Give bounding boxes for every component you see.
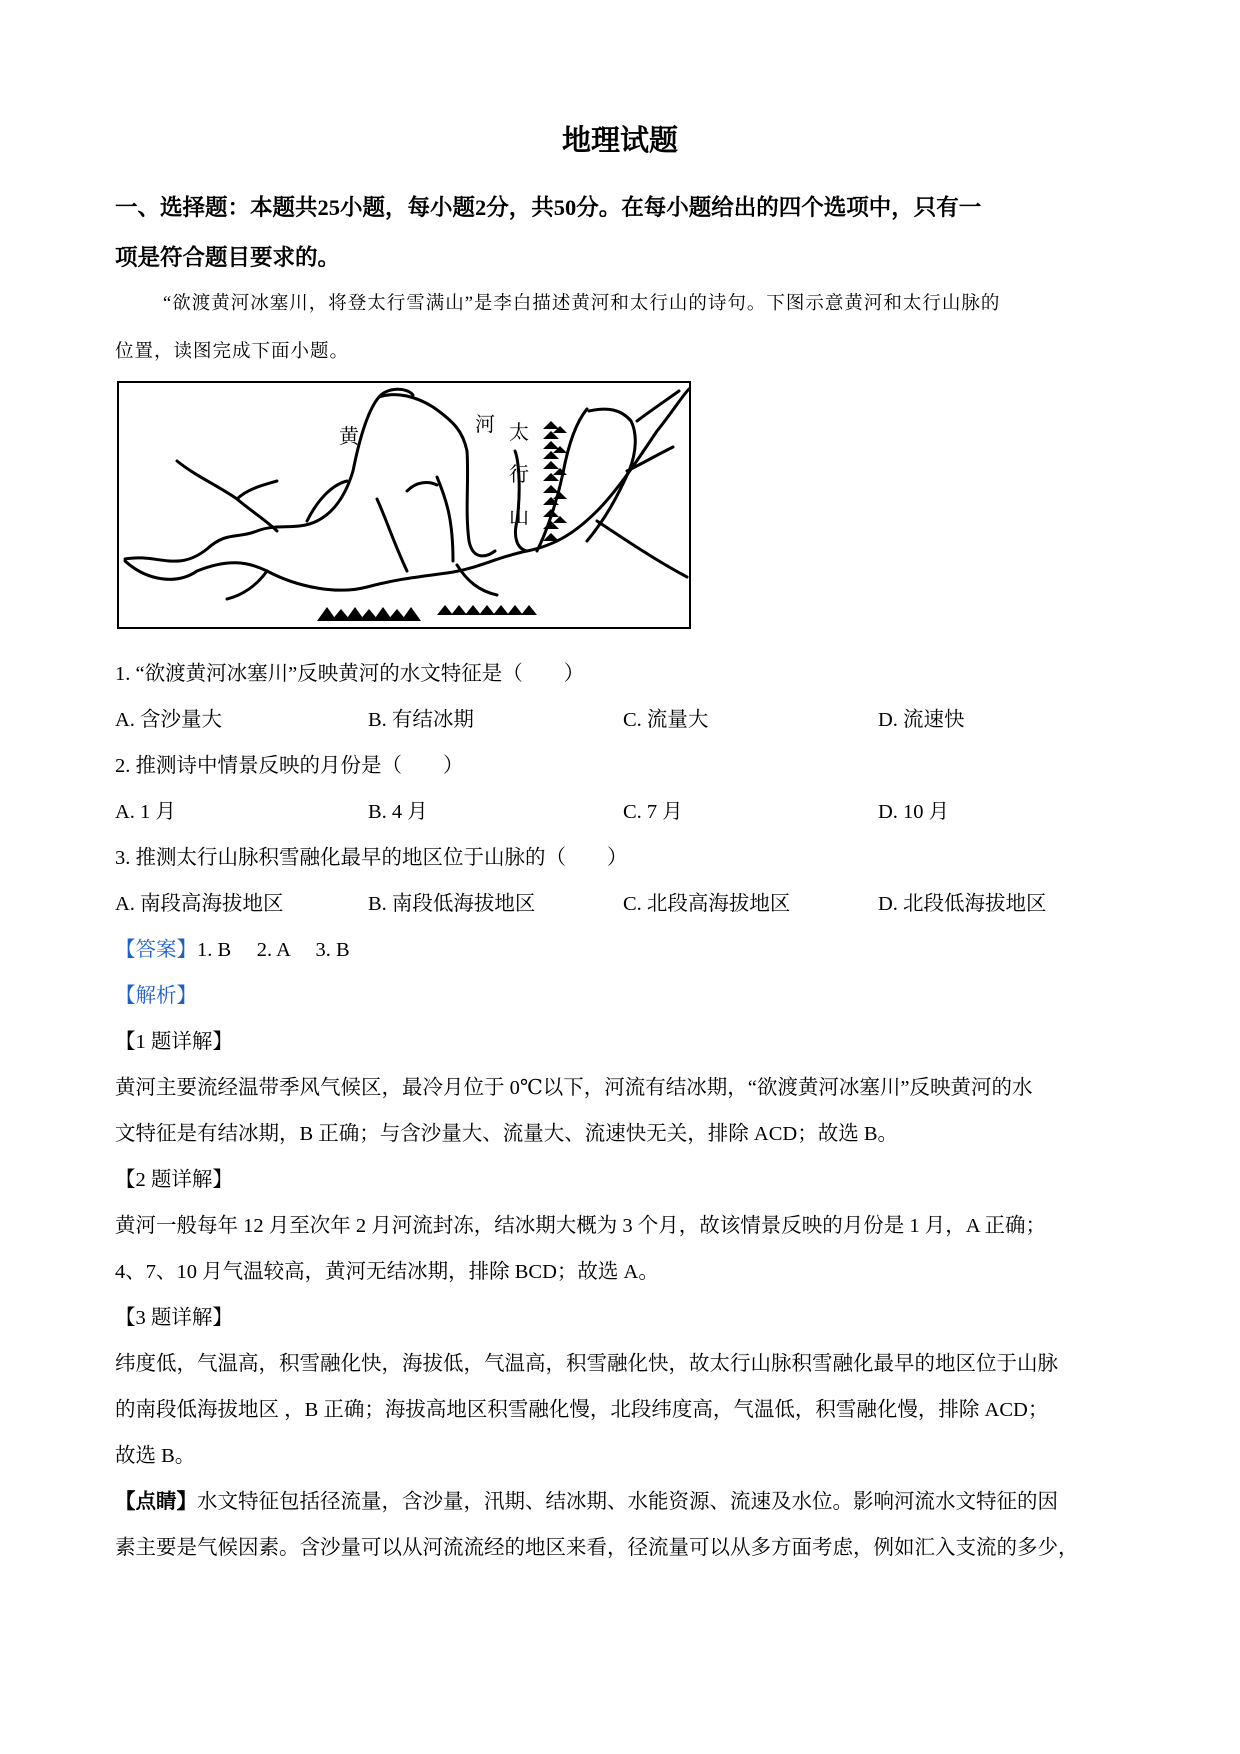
detail-1-line2: 文特征是有结冰期，B 正确；与含沙量大、流量大、流速快无关，排除 ACD；故选 B。 [115,1123,899,1145]
detail-3-heading: 【3 题详解】 [115,1307,233,1329]
answer-line [115,932,350,962]
tip-line1 [115,1484,1058,1514]
question-3-option-d: D. 北段低海拔地区 [878,893,1047,915]
question-2-option-b: B. 4 月 [368,801,428,823]
map-label-shan: 山 [509,504,529,528]
question-2-option-d: D. 10 月 [878,801,950,823]
detail-2-line2: 4、7、10 月气温较高，黄河无结冰期，排除 BCD；故选 A。 [115,1261,659,1283]
question-2-option-a: A. 1 月 [115,801,176,823]
question-1-option-d: D. 流速快 [878,709,965,731]
question-1-stem: 1. “欲渡黄河冰塞川”反映黄河的水文特征是（ ） [115,663,585,685]
yellow-river-taihang-map [117,381,691,629]
answer-text: 1. B 2. A 3. B [197,939,350,961]
question-1-option-a: A. 含沙量大 [115,709,223,731]
intro-line1: “欲渡黄河冰塞川，将登太行雪满山”是李白描述黄河和太行山的诗句。下图示意黄河和太行山脉的 [163,294,1001,314]
analysis-label: 【解析】 [115,985,197,1007]
intro-line2: 位置，读图完成下面小题。 [115,342,350,362]
question-2-option-c: C. 7 月 [623,801,683,823]
detail-1-heading: 【1 题详解】 [115,1031,233,1053]
detail-1-line1: 黄河主要流经温带季风气候区，最冷月位于 0℃以下，河流有结冰期，“欲渡黄河冰塞川”反映黄河的水 [115,1077,1033,1099]
question-3-stem: 3. 推测太行山脉积雪融化最早的地区位于山脉的（ ） [115,847,628,869]
detail-2-heading: 【2 题详解】 [115,1169,233,1191]
detail-3-line2: 的南段低海拔地区 ，B 正确；海拔高地区积雪融化慢，北段纬度高，气温低，积雪融化慢，排除 ACD； [115,1399,1049,1421]
question-1-option-b: B. 有结冰期 [368,709,474,731]
tip-label: 【点睛】 [115,1491,197,1513]
question-3-option-a: A. 南段高海拔地区 [115,893,284,915]
detail-3-line1: 纬度低，气温高，积雪融化快，海拔低，气温高，积雪融化快，故太行山脉积雪融化最早的地区位于山脉 [115,1353,1058,1375]
section-heading-line2: 项是符合题目要求的。 [115,245,341,270]
answer-label: 【答案】 [115,939,197,961]
detail-2-line1: 黄河一般每年 12 月至次年 2 月河流封冻，结冰期大概为 3 个月，故该情景反映的月份是 1 月，A 正确； [115,1215,1047,1237]
question-3-option-c: C. 北段高海拔地区 [623,893,791,915]
map-label-huang: 黄 [339,424,359,448]
detail-3-line3: 故选 B。 [115,1445,196,1467]
question-1-option-c: C. 流量大 [623,709,709,731]
page-title: 地理试题 [561,125,678,157]
tip-text-1: 水文特征包括径流量，含沙量，汛期、结冰期、水能资源、流速及水位。影响河流水文特征的因 [197,1491,1058,1513]
map-label-hang: 行 [509,462,529,486]
tip-line2: 素主要是气候因素。含沙量可以从河流流经的地区来看，径流量可以从多方面考虑，例如汇入支流的多少， [115,1537,1079,1559]
section-heading-line1: 一、选择题：本题共25小题，每小题2分，共50分。在每小题给出的四个选项中，只有一 [115,195,982,220]
map-label-tai: 太 [509,420,529,444]
map-label-he: 河 [475,412,495,436]
question-3-option-b: B. 南段低海拔地区 [368,893,536,915]
question-2-stem: 2. 推测诗中情景反映的月份是（ ） [115,755,464,777]
